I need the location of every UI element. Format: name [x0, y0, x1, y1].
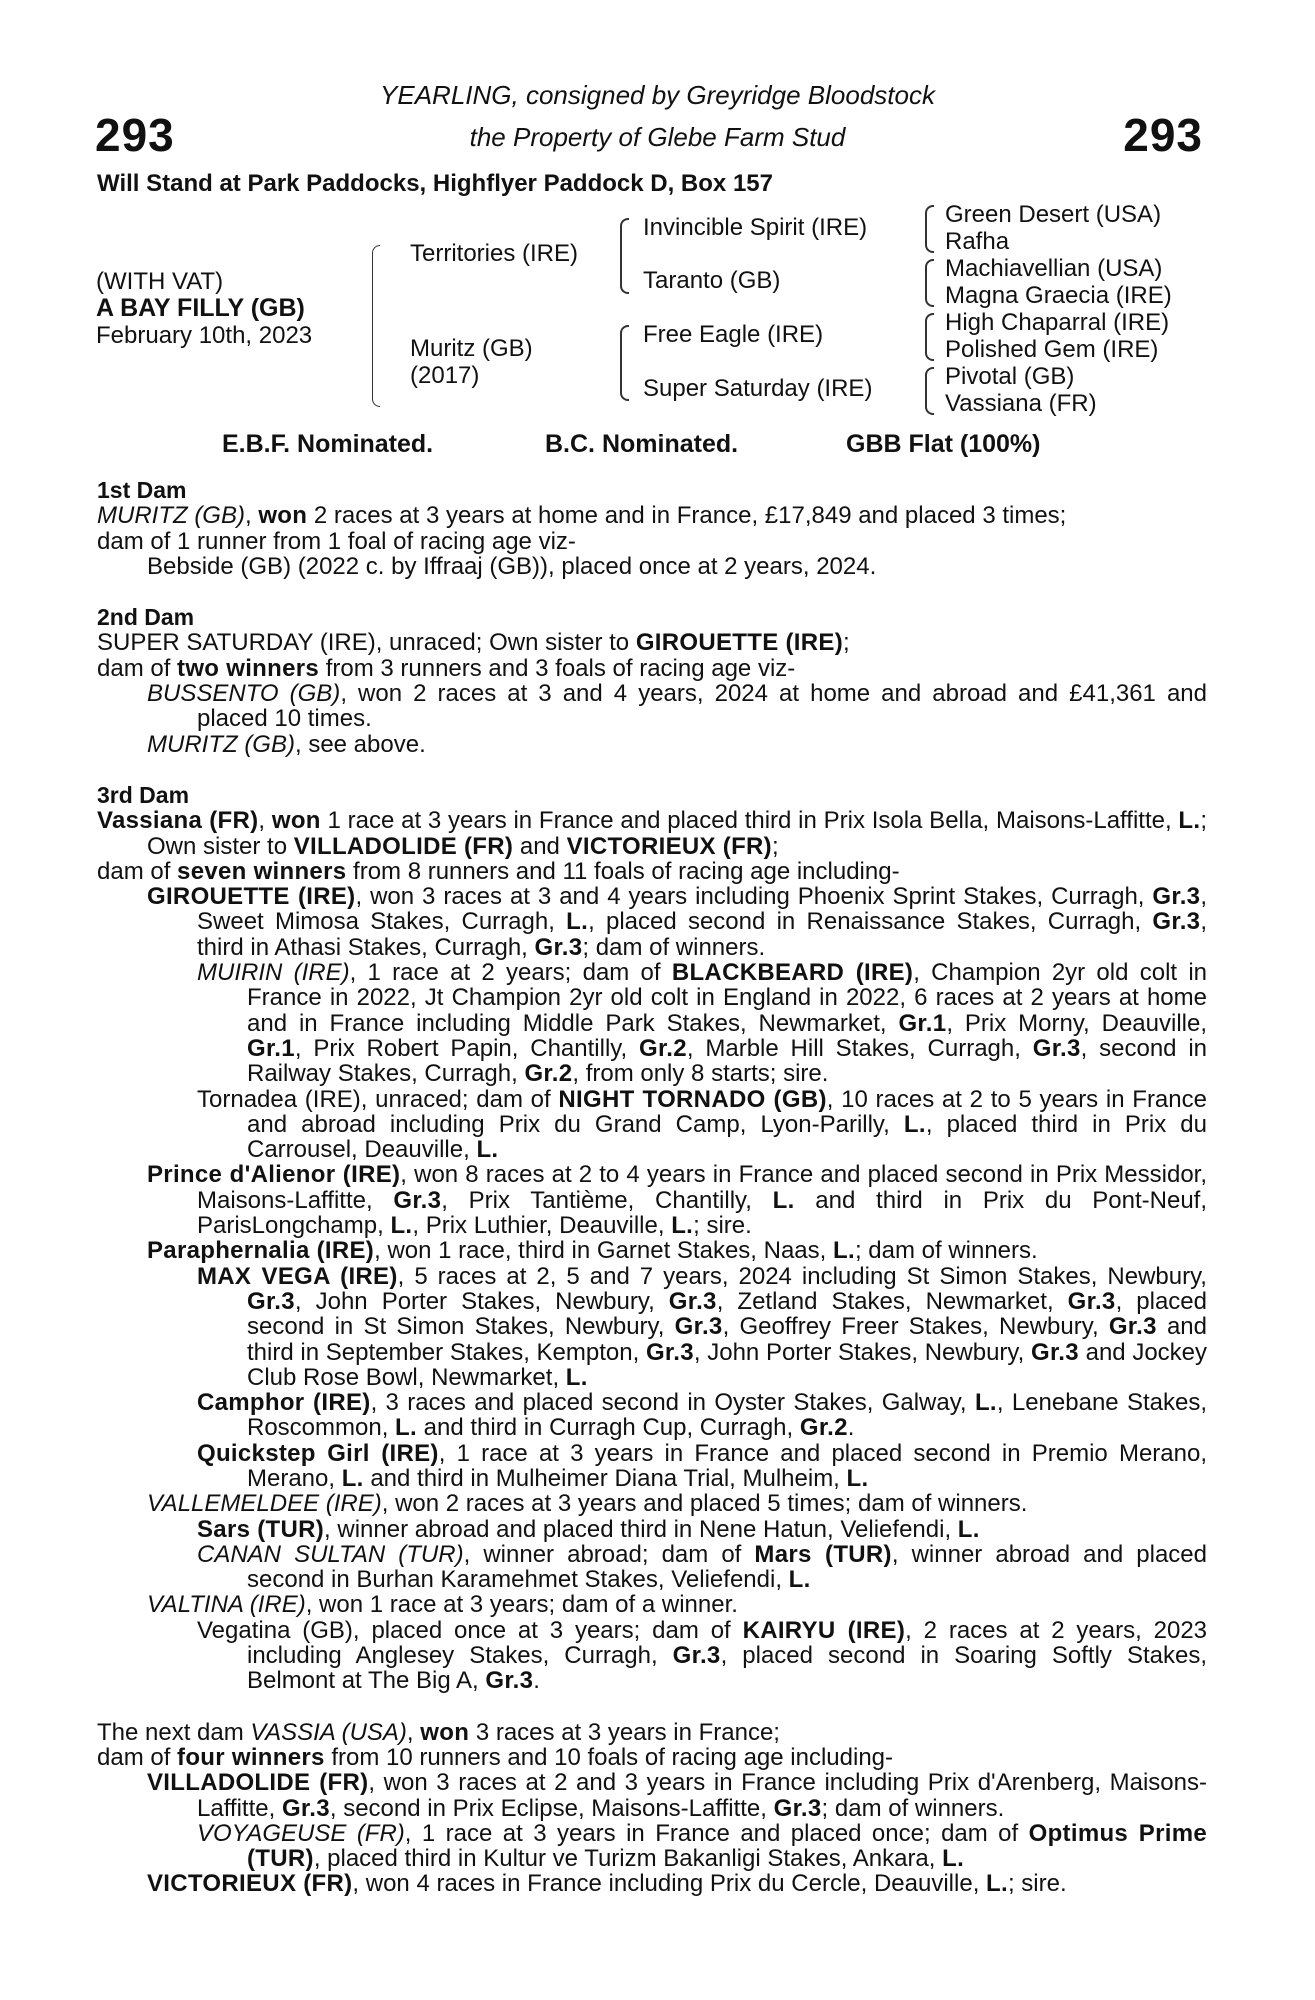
- produce-entry: Tornadea (IRE), unraced; dam of NIGHT TORNADO (GB), 10 races at 2 to 5 years in France and abroad including Prix du Grand Camp, Lyon-Parilly, L., placed third in Prix du Carrousel, Deauville, L.: [197, 1085, 1207, 1164]
- produce-entry: BUSSENTO (GB), won 2 races at 3 and 4 years, 2024 at home and abroad and £41,361 and placed 10 times.: [147, 680, 1207, 733]
- first-dam-entry: MURITZ (GB), won 2 races at 3 years at home and in France, £17,849 and placed 3 times;: [97, 502, 1067, 530]
- second-dam-produce-line: dam of two winners from 3 runners and 3 foals of racing age viz-: [97, 654, 796, 682]
- pedigree-ss-sire: Green Desert (USA): [945, 201, 1162, 228]
- consignor-line: YEARLING, consigned by Greyridge Bloodstock: [380, 80, 935, 110]
- third-dam-entry: Vassiana (FR), won 1 race at 3 years in France and placed third in Prix Isola Bella, Maisons-Laffitte, L.; Own sister to VILLADOLIDE (FR) and VICTORIEUX (FR);: [97, 807, 1208, 860]
- pedigree-ds-dam: Polished Gem (IRE): [945, 336, 1159, 363]
- produce-entry: Camphor (IRE), 3 races and placed second in Oyster Stakes, Galway, L., Lenebane Stakes, Roscommon, L. and third in Curragh Cup, Curragh, Gr.2.: [197, 1389, 1208, 1442]
- third-dam-heading: 3rd Dam: [97, 781, 190, 808]
- pedigree-ss-dam: Rafha: [945, 228, 1010, 255]
- pedigree-dam-year: (2017): [410, 362, 480, 389]
- pedigree-brace: [620, 218, 629, 294]
- second-dam-entry: SUPER SATURDAY (IRE), unraced; Own sister to GIROUETTE (IRE);: [97, 629, 850, 657]
- second-dam-heading: 2nd Dam: [97, 604, 195, 631]
- produce-entry: Prince d'Alienor (IRE), won 8 races at 2 to 4 years in France and placed second in Prix Messidor, Maisons-Laffitte, Gr.3, Prix Tantième, Chantilly, L. and third in Prix du Pont-Neuf, ParisLongchamp, L., Prix Luthier, Deauville, L.; sire.: [147, 1161, 1208, 1240]
- lot-number-right: 293: [1123, 109, 1203, 161]
- fourth-dam-produce-line: dam of four winners from 10 runners and 10 foals of racing age including-: [97, 1743, 894, 1771]
- produce-entry: VICTORIEUX (FR), won 4 races in France including Prix du Cercle, Deauville, L.; sire.: [147, 1870, 1067, 1898]
- pedigree-dd-dam: Vassiana (FR): [945, 390, 1097, 417]
- produce-entry: VILLADOLIDE (FR), won 3 races at 2 and 3 years in France including Prix d'Arenberg, Maisons-Laffitte, Gr.3, second in Prix Eclipse, Maisons-Laffitte, Gr.3; dam of winners.: [147, 1769, 1207, 1822]
- foaling-date: February 10th, 2023: [96, 322, 313, 349]
- produce-entry: MAX VEGA (IRE), 5 races at 2, 5 and 7 years, 2024 including St Simon Stakes, Newbury, Gr.3, John Porter Stakes, Newbury, Gr.3, Zetland Stakes, Newmarket, Gr.3, placed second in St Simon Stakes, Newbury, Gr.3, Geoffrey Freer Stakes, Newbury, Gr.3 and third in September Stakes, Kempton, Gr.3, John Porter Stakes, Newbury, Gr.3 and Jockey Club Rose Bowl, Newmarket, L.: [197, 1262, 1208, 1391]
- produce-entry: Sars (TUR), winner abroad and placed third in Nene Hatun, Veliefendi, L.: [197, 1515, 980, 1543]
- pedigree-brace: [620, 325, 629, 401]
- stand-location: Will Stand at Park Paddocks, Highflyer Paddock D, Box 157: [97, 170, 773, 197]
- produce-entry: Bebside (GB) (2022 c. by Iffraaj (GB)), placed once at 2 years, 2024.: [147, 552, 877, 580]
- pedigree-sd-sire: Machiavellian (USA): [945, 255, 1163, 282]
- pedigree-dd-sire: Pivotal (GB): [945, 363, 1075, 390]
- produce-entry: MURITZ (GB), see above.: [147, 730, 426, 758]
- vat-label: (WITH VAT): [96, 268, 224, 295]
- produce-entry: VALTINA (IRE), won 1 race at 3 years; dam of a winner.: [147, 1591, 738, 1619]
- third-dam-produce-line: dam of seven winners from 8 runners and 11 foals of racing age including-: [97, 857, 900, 885]
- pedigree-ds-sire: High Chaparral (IRE): [945, 309, 1170, 336]
- pedigree-brace: [925, 313, 934, 361]
- pedigree-sire-dam: Taranto (GB): [643, 267, 781, 294]
- property-line: the Property of Glebe Farm Stud: [469, 122, 846, 152]
- produce-entry: VALLEMELDEE (IRE), won 2 races at 3 years and placed 5 times; dam of winners.: [147, 1490, 1028, 1518]
- horse-name: A BAY FILLY (GB): [96, 294, 305, 322]
- pedigree-brace: [925, 205, 934, 253]
- produce-entry: Vegatina (GB), placed once at 3 years; dam of KAIRYU (IRE), 2 races at 2 years, 2023 including Anglesey Stakes, Curragh, Gr.3, placed second in Soaring Softly Stakes, Belmont at The Big A, Gr.3.: [197, 1616, 1208, 1695]
- produce-entry: VOYAGEUSE (FR), 1 race at 3 years in France and placed once; dam of Optimus Prime (TUR), placed third in Kultur ve Turizm Bakanligi Stakes, Ankara, L.: [197, 1819, 1207, 1873]
- gbb-bonus: GBB Flat (100%): [846, 430, 1041, 458]
- fourth-dam-entry: The next dam VASSIA (USA), won 3 races at 3 years in France;: [97, 1718, 780, 1746]
- first-dam-produce-line: dam of 1 runner from 1 foal of racing age viz-: [97, 527, 576, 555]
- first-dam-heading: 1st Dam: [97, 477, 187, 503]
- pedigree-dam-sire: Free Eagle (IRE): [643, 321, 824, 348]
- produce-entry: Paraphernalia (IRE), won 1 race, third in Garnet Stakes, Naas, L.; dam of winners.: [147, 1237, 1038, 1265]
- produce-entry: MUIRIN (IRE), 1 race at 2 years; dam of BLACKBEARD (IRE), Champion 2yr old colt in France in 2022, Jt Champion 2yr old colt in England in 2022, 6 races at 2 years at home and in France including Middle Park Stakes, Newmarket, Gr.1, Prix Morny, Deauville, Gr.1, Prix Robert Papin, Chantilly, Gr.2, Marble Hill Stakes, Curragh, Gr.3, second in Railway Stakes, Curragh, Gr.2, from only 8 starts; sire.: [197, 959, 1208, 1088]
- produce-entry: GIROUETTE (IRE), won 3 races at 3 and 4 years including Phoenix Sprint Stakes, Curragh, Gr.3, Sweet Mimosa Stakes, Curragh, L., placed second in Renaissance Stakes, Curragh, Gr.3, third in Athasi Stakes, Curragh, Gr.3; dam of winners.: [147, 883, 1207, 961]
- pedigree-sire-sire: Invincible Spirit (IRE): [643, 214, 868, 241]
- pedigree-dam: Muritz (GB): [410, 335, 533, 362]
- pedigree-brace: [372, 245, 380, 407]
- pedigree-brace: [925, 259, 934, 307]
- pedigree-dam-dam: Super Saturday (IRE): [643, 375, 873, 402]
- pedigree-sire: Territories (IRE): [410, 240, 579, 267]
- ebf-nomination: E.B.F. Nominated.: [222, 430, 434, 458]
- bc-nomination: B.C. Nominated.: [545, 430, 739, 458]
- pedigree-sd-dam: Magna Graecia (IRE): [945, 282, 1172, 309]
- pedigree-brace: [925, 367, 934, 415]
- lot-number-left: 293: [95, 109, 175, 161]
- produce-entry: Quickstep Girl (IRE), 1 race at 3 years in France and placed second in Premio Merano, Merano, L. and third in Mulheimer Diana Trial, Mulheim, L.: [197, 1439, 1207, 1492]
- catalogue-body: [97, 478, 1207, 1897]
- produce-entry: CANAN SULTAN (TUR), winner abroad; dam of Mars (TUR), winner abroad and placed second in Burhan Karamehmet Stakes, Veliefendi, L.: [197, 1540, 1207, 1594]
